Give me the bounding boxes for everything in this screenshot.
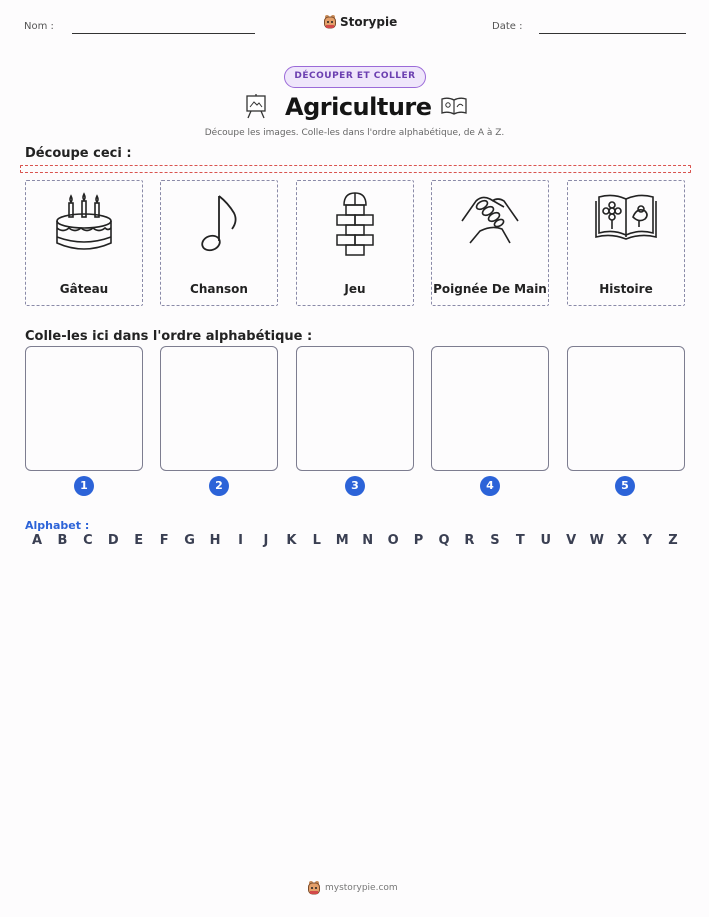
alphabet-letter: F <box>159 533 169 548</box>
book-icon <box>440 96 468 120</box>
number-badge-3: 3 <box>345 476 365 496</box>
paste-box-5[interactable] <box>567 346 685 471</box>
alphabet-letter: L <box>312 533 321 548</box>
name-label: Nom : <box>24 21 54 32</box>
cut-section-label: Découpe ceci : <box>25 146 132 161</box>
alphabet-letter: R <box>464 533 475 548</box>
alphabet-letter: M <box>335 533 349 548</box>
number-badge-5: 5 <box>615 476 635 496</box>
instructions: Découpe les images. Colle-les dans l'ordre alphabétique, de A à Z. <box>204 128 505 138</box>
alphabet-letter: H <box>209 533 221 548</box>
alphabet-letter: P <box>413 533 424 548</box>
cut-card-chanson[interactable] <box>160 180 278 306</box>
alphabet-letter: Q <box>438 533 450 548</box>
alphabet-letter: Z <box>668 533 678 548</box>
alphabet-letter: X <box>617 533 628 548</box>
number-badge-2: 2 <box>209 476 229 496</box>
music-note-icon <box>194 191 244 259</box>
storypie-mascot-icon <box>323 14 337 30</box>
easel-icon <box>244 93 268 123</box>
handshake-icon <box>458 191 522 251</box>
card-label: Jeu <box>344 282 366 296</box>
card-label: Gâteau <box>59 282 109 296</box>
alphabet-letter: W <box>589 533 604 548</box>
card-label: Chanson <box>190 282 248 296</box>
alphabet-letter: C <box>83 533 93 548</box>
alphabet-letter: S <box>490 533 500 548</box>
date-line <box>539 33 686 34</box>
alphabet-letter: T <box>515 533 525 548</box>
brand-name: Storypie <box>340 15 398 29</box>
footer-site[interactable]: mystorypie.com <box>325 883 398 893</box>
cut-card-jeu[interactable] <box>296 180 414 306</box>
alphabet-letter: J <box>263 533 269 548</box>
paste-box-3[interactable] <box>296 346 414 471</box>
footer <box>307 880 398 896</box>
alphabet-letter: I <box>238 533 243 548</box>
name-line <box>72 33 255 34</box>
brand-logo <box>323 14 397 30</box>
cake-icon <box>53 191 115 259</box>
alphabet-letter: V <box>566 533 577 548</box>
storypie-mascot-icon <box>307 880 321 896</box>
hopscotch-icon <box>335 191 375 267</box>
cut-line <box>20 165 691 173</box>
paste-box-2[interactable] <box>160 346 278 471</box>
number-badge-4: 4 <box>480 476 500 496</box>
paste-box-1[interactable] <box>25 346 143 471</box>
alphabet-letter: O <box>387 533 399 548</box>
alphabet-letter: D <box>107 533 119 548</box>
card-label: Histoire <box>599 282 653 296</box>
cut-card-histoire[interactable] <box>567 180 685 306</box>
alphabet-letter: G <box>184 533 195 548</box>
page-title: Agriculture <box>285 93 432 121</box>
alphabet-label: Alphabet : <box>25 519 90 532</box>
alphabet-row <box>30 533 680 548</box>
cut-card-gateau[interactable] <box>25 180 143 306</box>
alphabet-letter: U <box>540 533 552 548</box>
alphabet-letter: E <box>134 533 144 548</box>
storybook-icon <box>593 191 659 247</box>
activity-badge: DÉCOUPER ET COLLER <box>284 66 426 88</box>
alphabet-letter: N <box>362 533 374 548</box>
paste-section-label: Colle-les ici dans l'ordre alphabétique : <box>25 329 313 344</box>
cut-card-poignee-de-main[interactable] <box>431 180 549 306</box>
alphabet-letter: A <box>31 533 43 548</box>
alphabet-letter: B <box>57 533 68 548</box>
alphabet-letter: Y <box>642 533 653 548</box>
alphabet-letter: K <box>286 533 297 548</box>
paste-box-4[interactable] <box>431 346 549 471</box>
date-label: Date : <box>492 21 523 32</box>
card-label: Poignée De Main <box>433 282 547 296</box>
number-badge-1: 1 <box>74 476 94 496</box>
